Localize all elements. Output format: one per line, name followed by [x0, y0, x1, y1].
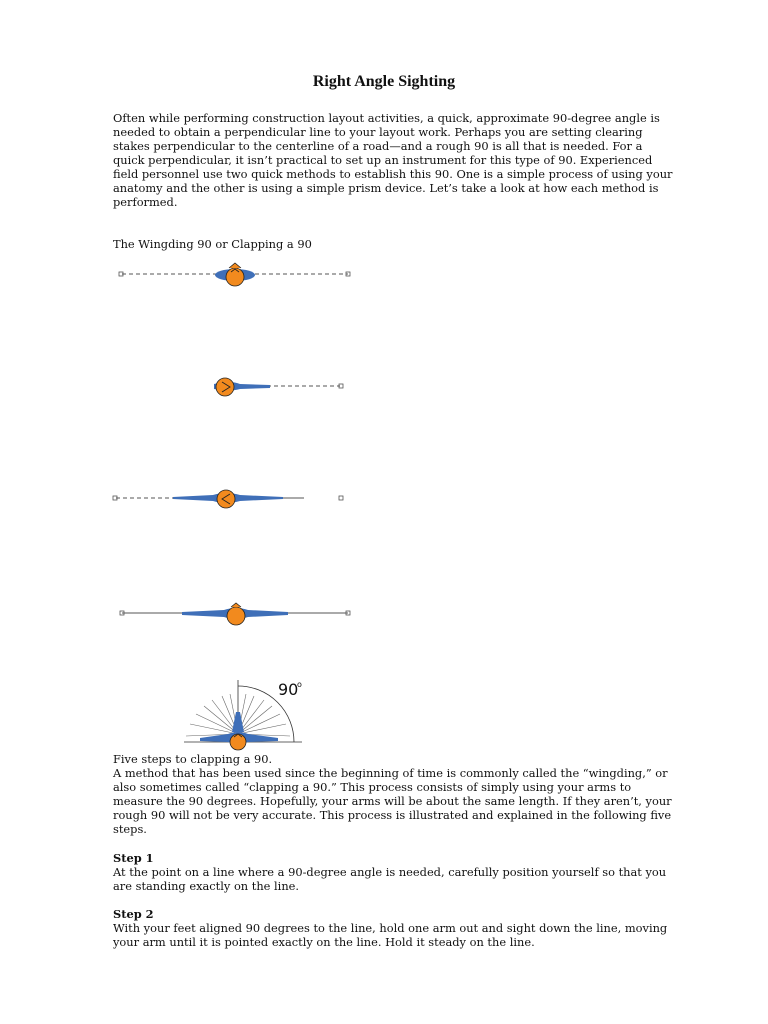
raised-arm — [232, 712, 244, 732]
head-icon — [216, 378, 234, 396]
step-1-text: At the point on a line where a 90-degree angle is needed, carefully position yourself so that you are standing exactly on the line. — [113, 865, 667, 893]
step-1-heading: Step 1 — [113, 851, 154, 865]
figure-caption: Five steps to clapping a 90. — [113, 752, 273, 766]
head-icon — [217, 490, 235, 508]
figure-step-5 — [178, 676, 308, 756]
figure-step-4 — [116, 598, 356, 632]
feet-icon — [231, 603, 241, 607]
stake-right — [339, 496, 343, 500]
head-icon — [226, 268, 244, 286]
figure-step-3 — [108, 484, 348, 514]
page-title: Right Angle Sighting — [312, 73, 456, 90]
figure-step-1 — [110, 258, 370, 298]
feet-icon — [229, 263, 241, 268]
method-paragraph: A method that has been used since the beginning of time is commonly called the “wingding,” or also sometimes called “clapping a 90.” This process consists of simply using your arms to measure the 90 degrees. Hopefully, your arms will be about the same length. If they aren’t, your rough 90 will not be very accurate. This process is illustrated and explained in the following five steps. — [113, 766, 672, 836]
figure-step-2 — [200, 372, 350, 402]
angle-label: 90 — [278, 680, 299, 699]
step-2-text: With your feet aligned 90 degrees to the line, hold one arm out and sight down the line, moving your arm until it is pointed exactly on the line. Hold it steady on the line. — [113, 921, 668, 949]
head-icon — [230, 734, 246, 750]
section-heading: The Wingding 90 or Clapping a 90 — [113, 237, 312, 251]
intro-paragraph: Often while performing construction layout activities, a quick, approximate 90-degree angle is needed to obtain a perpendicular line to your layout work. Perhaps you are setting clearing stakes perpendicular to the centerline of a road—and a rough 90 is all that is needed. For a quick perpendicular, it isn’t practical to set up an instrument for this type of 90. Experienced field personnel use two quick methods to establish this 90. One is a simple process of using your anatomy and the other is using a simple prism device. Let’s take a look at how each method is performed. — [113, 111, 673, 209]
degree-symbol: o — [297, 680, 302, 689]
step-2-heading: Step 2 — [113, 907, 154, 921]
head-icon — [227, 607, 245, 625]
